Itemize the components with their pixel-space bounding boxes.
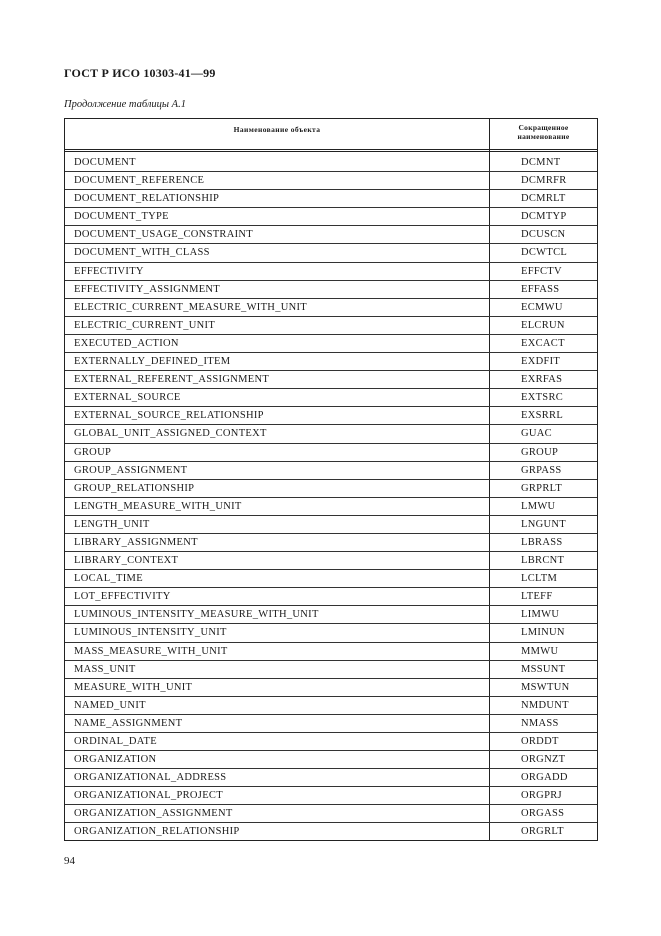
table-row [65, 281, 597, 299]
header-double-rule [65, 151, 597, 152]
short-name-cell: EXTSRC [521, 392, 564, 404]
table-row [65, 823, 597, 841]
object-name-cell: LUMINOUS_INTENSITY_UNIT [74, 627, 227, 639]
object-name-cell: EXTERNAL_SOURCE_RELATIONSHIP [74, 410, 264, 422]
object-name-cell: DOCUMENT_USAGE_CONSTRAINT [74, 229, 254, 241]
table-row [65, 498, 597, 516]
object-name-cell: LIBRARY_CONTEXT [74, 555, 179, 567]
table-row [65, 389, 597, 407]
table-row [65, 769, 597, 787]
table-row [65, 534, 597, 552]
page-number: 94 [64, 855, 75, 867]
object-name-cell: LOT_EFFECTIVITY [74, 591, 171, 603]
object-name-cell: EXTERNALLY_DEFINED_ITEM [74, 356, 231, 368]
table-header-row [65, 119, 597, 150]
object-name-cell: ELECTRIC_CURRENT_UNIT [74, 319, 216, 331]
object-name-cell: ORGANIZATION [74, 754, 157, 766]
short-name-cell: DCMNT [521, 157, 561, 168]
table-row [65, 661, 597, 679]
short-name-cell: DCMRFR [521, 175, 567, 187]
table-row [65, 263, 597, 281]
header-short-name-line1: Сокращенное [518, 123, 569, 132]
short-name-cell: ORGRLT [521, 826, 564, 838]
object-name-cell: LIBRARY_ASSIGNMENT [74, 536, 198, 548]
abbreviation-table [64, 118, 598, 841]
table-row [65, 317, 597, 335]
short-name-cell: MSWTUN [521, 681, 570, 693]
short-name-cell: DCMRLT [521, 193, 566, 205]
object-name-cell: ORGANIZATION_RELATIONSHIP [74, 826, 240, 838]
object-name-cell: NAMED_UNIT [74, 699, 146, 711]
short-name-cell: ORDDT [521, 736, 559, 747]
short-name-cell: DCUSCN [521, 229, 566, 241]
short-name-cell: EXRFAS [521, 374, 563, 386]
short-name-cell: GRPASS [521, 464, 562, 476]
short-name-cell: EXCACT [521, 337, 565, 349]
object-name-cell: MASS_MEASURE_WITH_UNIT [74, 645, 228, 657]
table-row [65, 208, 597, 226]
object-name-cell: ORGANIZATION_ASSIGNMENT [74, 808, 233, 820]
object-name-cell: EXTERNAL_REFERENT_ASSIGNMENT [74, 374, 270, 386]
object-name-cell: MEASURE_WITH_UNIT [74, 681, 193, 693]
table-caption: Продолжение таблицы А.1 [64, 99, 186, 110]
short-name-cell: MSSUNT [521, 663, 566, 675]
object-name-cell: MASS_UNIT [74, 663, 136, 675]
short-name-cell: EFFCTV [521, 265, 562, 277]
table-row [65, 480, 597, 498]
short-name-cell: ORGPRJ [521, 790, 562, 802]
short-name-cell: DCMTYP [521, 211, 567, 223]
short-name-cell: EXDFIT [521, 356, 561, 368]
short-name-cell: LBRCNT [521, 555, 565, 567]
short-name-cell: ECMWU [521, 301, 563, 313]
short-name-cell: ORGASS [521, 808, 565, 820]
document-standard-header: ГОСТ Р ИСО 10303-41—99 [64, 66, 216, 80]
object-name-cell: GLOBAL_UNIT_ASSIGNED_CONTEXT [74, 428, 267, 440]
object-name-cell: EFFECTIVITY [74, 265, 144, 277]
table-row [65, 462, 597, 480]
table-row [65, 154, 597, 172]
table-row [65, 570, 597, 588]
object-name-cell: DOCUMENT [74, 157, 136, 168]
table-row [65, 805, 597, 823]
table-row [65, 588, 597, 606]
table-row [65, 643, 597, 661]
table-row [65, 697, 597, 715]
table-body [65, 154, 597, 842]
table-row [65, 606, 597, 624]
object-name-cell: LENGTH_UNIT [74, 518, 150, 530]
object-name-cell: GROUP [74, 446, 112, 458]
table-row [65, 425, 597, 443]
short-name-cell: GROUP [521, 446, 559, 458]
object-name-cell: DOCUMENT_REFERENCE [74, 175, 205, 187]
header-object-name: Наименование объекта [233, 125, 321, 134]
short-name-cell: LCLTM [521, 573, 558, 585]
short-name-cell: ORGNZT [521, 754, 566, 766]
short-name-cell: EFFASS [521, 283, 560, 295]
table-row [65, 715, 597, 733]
object-name-cell: DOCUMENT_TYPE [74, 211, 169, 223]
header-short-name-line2: наименование [517, 132, 570, 141]
short-name-cell: LNGUNT [521, 518, 566, 530]
short-name-cell: LTEFF [521, 591, 553, 603]
object-name-cell: ORGANIZATIONAL_PROJECT [74, 790, 223, 802]
object-name-cell: ELECTRIC_CURRENT_MEASURE_WITH_UNIT [74, 301, 308, 313]
short-name-cell: LMWU [521, 500, 556, 512]
table-row [65, 751, 597, 769]
short-name-cell: LIMWU [521, 609, 560, 621]
short-name-cell: MMWU [521, 645, 559, 657]
short-name-cell: GRPRLT [521, 482, 563, 494]
object-name-cell: EFFECTIVITY_ASSIGNMENT [74, 283, 221, 295]
object-name-cell: ORDINAL_DATE [74, 736, 157, 747]
object-name-cell: GROUP_ASSIGNMENT [74, 464, 188, 476]
table-row [65, 172, 597, 190]
table-row [65, 190, 597, 208]
object-name-cell: GROUP_RELATIONSHIP [74, 482, 195, 494]
short-name-cell: LBRASS [521, 536, 563, 548]
table-row [65, 371, 597, 389]
table-row [65, 299, 597, 317]
short-name-cell: LMINUN [521, 627, 565, 639]
object-name-cell: EXTERNAL_SOURCE [74, 392, 181, 404]
short-name-cell: NMASS [521, 717, 559, 729]
table-row [65, 226, 597, 244]
object-name-cell: DOCUMENT_RELATIONSHIP [74, 193, 220, 205]
short-name-cell: ELCRUN [521, 319, 565, 331]
table-row [65, 407, 597, 425]
table-row [65, 444, 597, 462]
header-short-name [490, 123, 597, 141]
short-name-cell: NMDUNT [521, 699, 569, 711]
object-name-cell: LENGTH_MEASURE_WITH_UNIT [74, 500, 242, 512]
object-name-cell: ORGANIZATIONAL_ADDRESS [74, 772, 227, 784]
table-row [65, 624, 597, 642]
table-row [65, 552, 597, 570]
object-name-cell: DOCUMENT_WITH_CLASS [74, 247, 210, 259]
object-name-cell: EXECUTED_ACTION [74, 337, 179, 349]
object-name-cell: NAME_ASSIGNMENT [74, 717, 183, 729]
table-row [65, 353, 597, 371]
short-name-cell: EXSRRL [521, 410, 564, 422]
short-name-cell: ORGADD [521, 772, 568, 784]
object-name-cell: LUMINOUS_INTENSITY_MEASURE_WITH_UNIT [74, 609, 319, 621]
short-name-cell: DCWTCL [521, 247, 568, 259]
table-row [65, 787, 597, 805]
table-row [65, 679, 597, 697]
table-row [65, 733, 597, 751]
table-row [65, 335, 597, 353]
table-row [65, 244, 597, 262]
table-row [65, 516, 597, 534]
short-name-cell: GUAC [521, 428, 552, 440]
object-name-cell: LOCAL_TIME [74, 573, 143, 585]
